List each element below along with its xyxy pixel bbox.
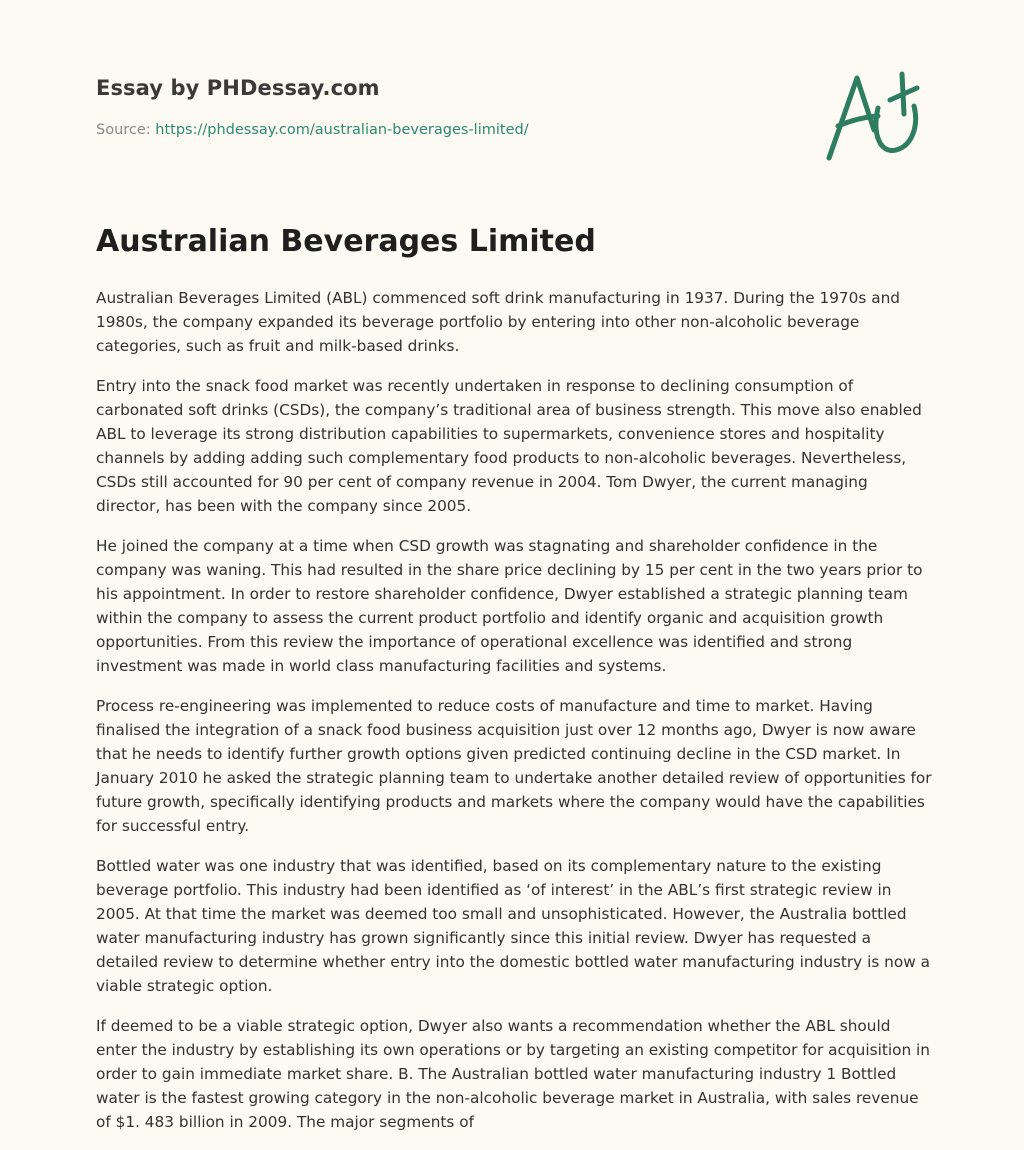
paragraph: Entry into the snack food market was recently undertaken in response to declining consumption of carbonated soft drinks (CSDs), the company’s traditional area of business strength. This move also enabled ABL to leverage its strong distribution capabilities to supermarkets, convenience stores and hospitality channels by adding adding such complementary food products to non-alcoholic beverages. Nevertheless, CSDs still accounted for 90 per cent of company revenue in 2004. Tom Dwyer, the current managing director, has been with the company since 2005. [96, 377, 922, 515]
a-plus-logo-icon [822, 68, 926, 164]
paragraph: Australian Beverages Limited (ABL) commenced soft drink manufacturing in 1937. During the 1970s and 1980s, the company expanded its beverage portfolio by entering into other non-alcoholic beverage categories, such as fruit and milk-based drinks. [96, 289, 901, 355]
paragraph: He joined the company at a time when CSD growth was stagnating and shareholder confidence in the company was waning. This had resulted in the share price declining by 15 per cent in the two years prior to his appointment. In order to restore shareholder confidence, Dwyer established a strategic planning team within the company to assess the current product portfolio and identify organic and acquisition growth opportunities. From this review the importance of operational excellence was identified and strong investment was made in world class manufacturing facilities and systems. [96, 537, 923, 675]
source-line [96, 122, 529, 138]
essay-body [96, 286, 932, 1150]
source-link[interactable]: https://phdessay.com/australian-beverages-limited/ [155, 122, 529, 138]
site-brand: Essay by PHDessay.com [96, 76, 380, 100]
source-label: Source: [96, 122, 156, 138]
paragraph: If deemed to be a viable strategic option, Dwyer also wants a recommendation whether the ABL should enter the industry by establishing its own operations or by targeting an existing competitor for acquisition in order to gain immediate market share. B. The Australian bottled water manufacturing industry 1 Bottled water is the fastest growing category in the non-alcoholic beverage market in Australia, with sales revenue of $1. 483 billion in 2009. The major segments of [96, 1017, 930, 1131]
paragraph: Bottled water was one industry that was identified, based on its complementary nature to the existing beverage portfolio. This industry had been identified as ‘of interest’ in the ABL’s first strategic review in 2005. At that time the market was deemed too small and unsophisticated. However, the Australia bottled water manufacturing industry has grown significantly since this initial review. Dwyer has requested a detailed review to determine whether entry into the domestic bottled water manufacturing industry is now a viable strategic option. [96, 857, 930, 995]
essay-title: Australian Beverages Limited [96, 224, 596, 259]
paragraph: Process re-engineering was implemented to reduce costs of manufacture and time to market. Having finalised the integration of a snack food business acquisition just over 12 months ago, Dwyer is now aware that he needs to identify further growth options given predicted continuing decline in the CSD market. In January 2010 he asked the strategic planning team to undertake another detailed review of opportunities for future growth, specifically identifying products and markets where the company would have the capabilities for successful entry. [96, 697, 932, 835]
page-header [96, 76, 529, 138]
